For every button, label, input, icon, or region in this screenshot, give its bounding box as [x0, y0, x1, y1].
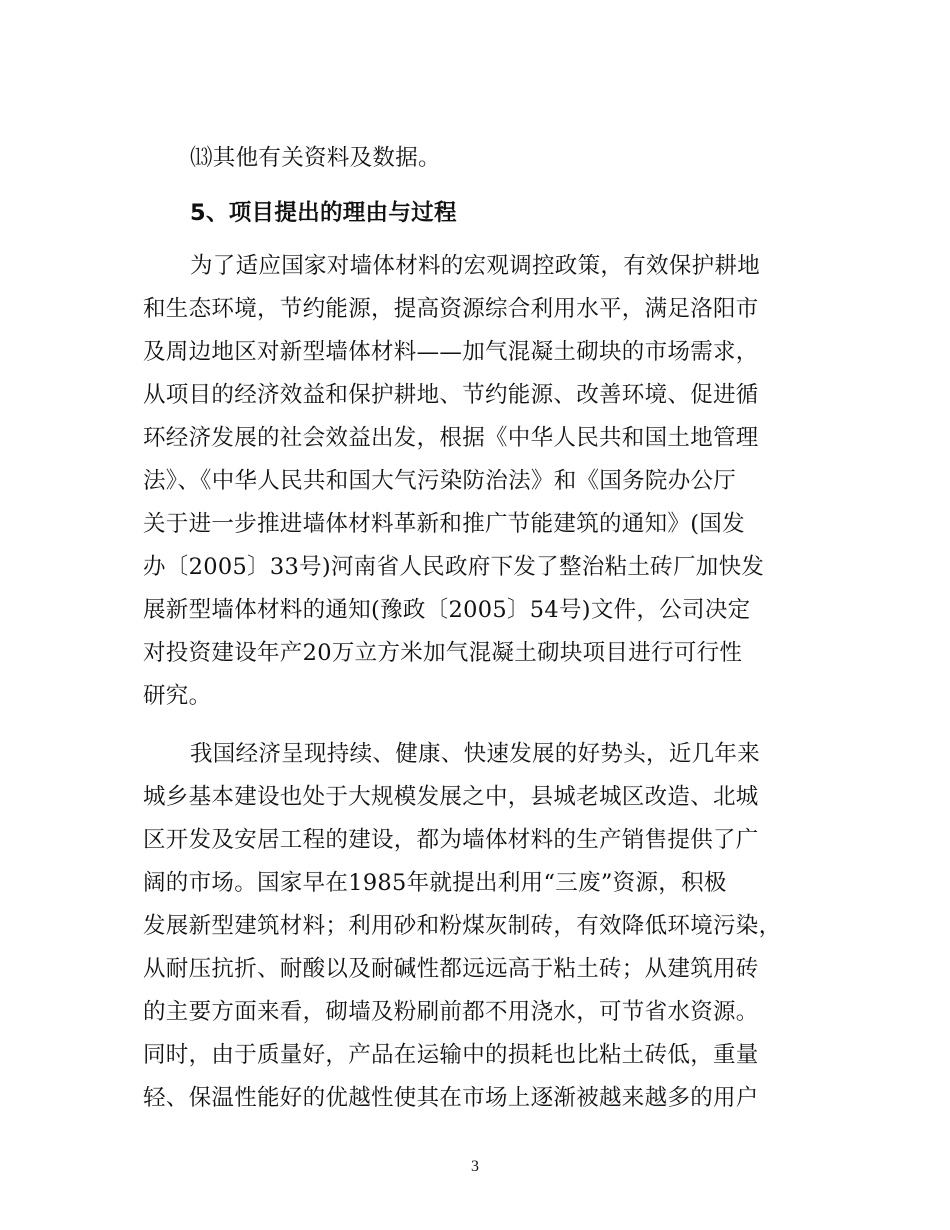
paragraph-line: 对投资建设年产20万立方米加气混凝土砌块项目进行可行性 — [143, 640, 743, 666]
paragraph-line: 为了适应国家对墙体材料的宏观调控政策，有效保护耕地 — [190, 253, 761, 279]
list-item-13: ⒀其他有关资料及数据。 — [190, 145, 441, 171]
paragraph-line: 阔的市场。国家早在1985年就提出利用“三废”资源，积极 — [143, 870, 727, 896]
paragraph-line: 研究。 — [143, 683, 212, 709]
paragraph-line: 我国经济呈现持续、健康、快速发展的好势头，近几年来 — [190, 741, 761, 767]
paragraph-line: 从耐压抗折、耐酸以及耐碱性都远远高于粘土砖；从建筑用砖 — [143, 956, 759, 982]
paragraph-line: 区开发及安居工程的建设，都为墙体材料的生产销售提供了广 — [143, 827, 759, 853]
paragraph-line: 发展新型建筑材料；利用砂和粉煤灰制砖，有效降低环境污染， — [143, 913, 782, 939]
paragraph-line: 关于进一步推进墙体材料革新和推广节能建筑的通知》(国发 — [143, 511, 745, 537]
paragraph-line: 同时，由于质量好，产品在运输中的损耗也比粘土砖低，重量 — [143, 1042, 759, 1068]
paragraph-line: 法》、《中华人民共和国大气污染防治法》和《国务院办公厅 — [143, 468, 737, 494]
paragraph-line: 展新型墙体材料的通知(豫政〔2005〕54号)文件，公司决定 — [143, 597, 751, 623]
page-number: 3 — [471, 1158, 479, 1175]
paragraph-line: 及周边地区对新型墙体材料——加气混凝土砌块的市场需求， — [143, 339, 759, 365]
paragraph-line: 城乡基本建设也处于大规模发展之中，县城老城区改造、北城 — [143, 784, 759, 810]
paragraph-line: 从项目的经济效益和保护耕地、节约能源、改善环境、促进循 — [143, 382, 759, 408]
section-heading: 5、项目提出的理由与过程 — [190, 200, 457, 226]
paragraph-line: 环经济发展的社会效益出发，根据《中华人民共和国土地管理 — [143, 425, 759, 451]
paragraph-line: 轻、保温性能好的优越性使其在市场上逐渐被越来越多的用户 — [143, 1085, 759, 1111]
paragraph-line: 和生态环境，节约能源，提高资源综合利用水平，满足洛阳市 — [143, 296, 759, 322]
paragraph-line: 的主要方面来看，砌墙及粉刷前都不用浇水，可节省水资源。 — [143, 999, 759, 1025]
paragraph-line: 办〔2005〕33号)河南省人民政府下发了整治粘土砖厂加快发 — [143, 554, 765, 580]
